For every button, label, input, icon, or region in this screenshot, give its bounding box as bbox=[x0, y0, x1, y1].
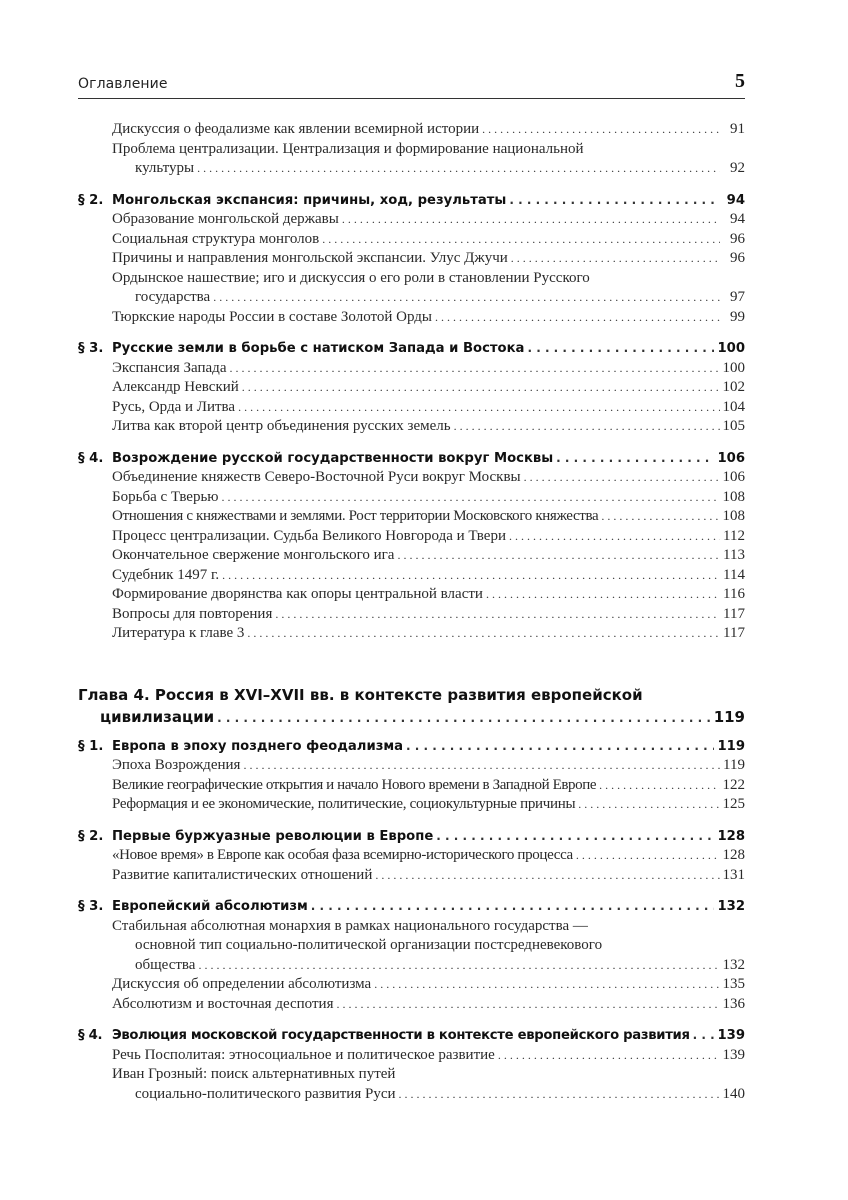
toc-entry[interactable] bbox=[78, 866, 745, 886]
section-number: § 2. bbox=[78, 828, 104, 844]
toc-entry[interactable] bbox=[78, 1085, 745, 1105]
section-number: § 4. bbox=[78, 450, 104, 466]
dot-leader bbox=[229, 359, 719, 379]
toc-entry[interactable] bbox=[78, 605, 745, 625]
toc-entry-title: Причины и направления монгольской экспансии. Улус Джучи bbox=[112, 250, 508, 266]
toc-entry-page: 105 bbox=[722, 418, 745, 434]
toc-entry-page: 102 bbox=[722, 379, 745, 395]
toc-entry-title-cont: социально-политического развития Руси bbox=[135, 1085, 396, 1102]
toc-entry[interactable] bbox=[78, 210, 745, 230]
dot-leader bbox=[342, 210, 720, 230]
toc-entry-page: 104 bbox=[722, 398, 745, 415]
toc-entry-title: Дискуссия о феодализме как явлении всемирной истории bbox=[112, 121, 480, 137]
toc-entry-page: 106 bbox=[722, 469, 745, 485]
toc-entry[interactable] bbox=[78, 288, 745, 308]
dot-leader bbox=[435, 308, 720, 328]
toc-entry-title: Экспансия Запада bbox=[112, 359, 227, 376]
toc-entry-title: Дискуссия об определении абсолютизма bbox=[112, 976, 372, 992]
toc-entry-page: 96 bbox=[730, 230, 745, 247]
toc-entry-page: 108 bbox=[722, 508, 745, 524]
dot-leader bbox=[375, 866, 719, 886]
toc-entry-title: Процесс централизации. Судьба Великого Новгорода и Твери bbox=[112, 527, 506, 544]
toc-entry-page: 131 bbox=[722, 866, 745, 883]
toc-entry-line1[interactable] bbox=[78, 1065, 745, 1085]
toc-section[interactable] bbox=[78, 897, 745, 917]
dot-leader bbox=[576, 846, 720, 866]
toc-entry[interactable] bbox=[78, 507, 745, 527]
section-number: § 1. bbox=[78, 738, 104, 754]
dot-leader bbox=[242, 378, 720, 398]
toc-entry[interactable] bbox=[78, 120, 745, 140]
section-title: Русские земли в борьбе с натиском Запада и Востока bbox=[112, 341, 525, 356]
toc-entry-title: Ордынское нашествие; иго и дискуссия о его роли в становлении Русского bbox=[112, 269, 590, 286]
section-title: Европейский абсолютизм bbox=[112, 899, 308, 914]
toc-entry-title: Иван Грозный: поиск альтернативных путей bbox=[112, 1066, 396, 1082]
toc-entry[interactable] bbox=[78, 527, 745, 547]
toc-entry[interactable] bbox=[78, 776, 745, 796]
toc-entry-page: 114 bbox=[723, 566, 745, 583]
dot-leader bbox=[406, 737, 714, 757]
toc-entry[interactable] bbox=[78, 624, 745, 644]
dot-leader bbox=[222, 488, 720, 508]
chapter-page: 119 bbox=[713, 707, 745, 726]
section-number: § 3. bbox=[78, 899, 104, 914]
toc-entry[interactable] bbox=[78, 1046, 745, 1066]
toc-entry[interactable] bbox=[78, 159, 745, 179]
dot-leader bbox=[374, 975, 719, 995]
dot-leader bbox=[454, 417, 720, 437]
dot-leader bbox=[217, 707, 711, 729]
toc-entry-title: Вопросы для повторения bbox=[112, 605, 273, 622]
toc-entry-title: Русь, Орда и Литва bbox=[112, 398, 236, 415]
table-of-contents bbox=[78, 120, 745, 1104]
toc-entry-title: Тюркские народы России в составе Золотой Орды bbox=[112, 308, 432, 325]
chapter-entry[interactable] bbox=[78, 706, 745, 729]
toc-entry-page: 128 bbox=[722, 847, 745, 863]
section-title: Монгольская экспансия: причины, ход, результаты bbox=[112, 192, 507, 208]
dot-leader bbox=[601, 507, 719, 527]
toc-entry-title: Объединение княжеств Северо-Восточной Руси вокруг Москвы bbox=[112, 469, 521, 485]
toc-section[interactable] bbox=[78, 449, 745, 469]
toc-entry-line1[interactable] bbox=[78, 140, 745, 160]
toc-entry[interactable] bbox=[78, 756, 745, 776]
toc-section[interactable] bbox=[78, 191, 745, 211]
toc-section[interactable] bbox=[78, 1026, 745, 1046]
toc-entry-page: 122 bbox=[722, 776, 745, 793]
section-title: Эволюция московской государственности в контексте европейского развития bbox=[112, 1028, 690, 1043]
toc-entry[interactable] bbox=[78, 398, 745, 418]
toc-entry-line1[interactable] bbox=[78, 917, 745, 937]
toc-entry-page: 91 bbox=[730, 121, 745, 137]
toc-entry[interactable] bbox=[78, 417, 745, 437]
section-title: Европа в эпоху позднего феодализма bbox=[112, 738, 404, 754]
toc-entry-title: Литва как второй центр объединения русских земель bbox=[112, 418, 451, 434]
toc-entry[interactable] bbox=[78, 308, 745, 328]
toc-entry-page: 108 bbox=[722, 488, 745, 505]
toc-entry-title: Эпоха Возрождения bbox=[112, 757, 241, 773]
dot-leader bbox=[198, 956, 719, 976]
toc-entry-page: 99 bbox=[730, 308, 745, 325]
toc-entry[interactable] bbox=[78, 546, 745, 566]
section-page: 128 bbox=[717, 828, 745, 844]
toc-entry-title: Александр Невский bbox=[112, 379, 239, 395]
dot-leader bbox=[336, 995, 719, 1015]
toc-entry-title: Стабильная абсолютная монархия в рамках национального государства — bbox=[112, 917, 588, 934]
dot-leader bbox=[436, 827, 714, 847]
dot-leader bbox=[509, 527, 720, 547]
toc-entry-page: 96 bbox=[730, 250, 745, 266]
toc-entry-title: «Новое время» в Европе как особая фаза всемирно-исторического процесса bbox=[112, 847, 573, 863]
running-header bbox=[78, 72, 745, 99]
section-page: 100 bbox=[717, 341, 745, 356]
toc-entry-title: Окончательное свержение монгольского ига bbox=[112, 547, 395, 563]
dot-leader bbox=[222, 566, 720, 586]
toc-entry-page: 132 bbox=[722, 956, 745, 973]
toc-entry-title-cont: государства bbox=[135, 289, 211, 305]
header-title: Оглавление bbox=[78, 76, 168, 92]
dot-leader bbox=[247, 624, 720, 644]
toc-entry-page: 97 bbox=[730, 289, 745, 305]
toc-entry-title: Литература к главе 3 bbox=[112, 625, 245, 641]
toc-entry[interactable] bbox=[78, 468, 745, 488]
toc-entry[interactable] bbox=[78, 795, 745, 815]
toc-entry-line2[interactable] bbox=[78, 936, 745, 956]
toc-entry-title: Развитие капиталистических отношений bbox=[112, 866, 373, 883]
toc-entry-title: Борьба с Тверью bbox=[112, 488, 219, 505]
section-title: Первые буржуазные революции в Европе bbox=[112, 828, 434, 844]
section-number: § 4. bbox=[78, 1028, 103, 1043]
section-number: § 3. bbox=[78, 341, 104, 356]
section-title: Возрождение русской государственности вокруг Москвы bbox=[112, 450, 554, 466]
section-page: 139 bbox=[717, 1028, 745, 1043]
toc-entry-page: 92 bbox=[730, 160, 745, 176]
dot-leader bbox=[482, 120, 720, 140]
toc-entry[interactable] bbox=[78, 488, 745, 508]
chapter-title: Глава 4. Россия в XVI–XVII вв. в контексте развития европейской bbox=[78, 685, 643, 704]
page-number: 5 bbox=[735, 70, 745, 92]
dot-leader bbox=[243, 756, 720, 776]
toc-entry-title: Отношения с княжествами и землями. Рост территории Московского княжества bbox=[112, 508, 599, 524]
toc-entry[interactable] bbox=[78, 995, 745, 1015]
toc-entry-page: 139 bbox=[722, 1046, 745, 1063]
toc-entry[interactable] bbox=[78, 956, 745, 976]
toc-entry[interactable] bbox=[78, 230, 745, 250]
section-number: § 2. bbox=[78, 192, 104, 208]
toc-entry[interactable] bbox=[78, 585, 745, 605]
toc-entry[interactable] bbox=[78, 249, 745, 269]
dot-leader bbox=[578, 795, 719, 815]
dot-leader bbox=[527, 339, 714, 359]
toc-entry-page: 125 bbox=[722, 796, 745, 812]
toc-entry-title: Проблема централизации. Централизация и формирование национальной bbox=[112, 140, 584, 157]
toc-entry[interactable] bbox=[78, 359, 745, 379]
chapter-title-line1[interactable] bbox=[78, 684, 745, 706]
toc-entry-page: 117 bbox=[723, 625, 745, 641]
dot-leader bbox=[399, 1085, 720, 1105]
toc-entry[interactable] bbox=[78, 378, 745, 398]
toc-entry-title: Судебник 1497 г. bbox=[112, 566, 220, 583]
toc-entry-page: 140 bbox=[722, 1085, 745, 1102]
toc-entry-page: 94 bbox=[730, 211, 745, 227]
dot-leader bbox=[509, 191, 720, 211]
dot-leader bbox=[197, 159, 720, 179]
dot-leader bbox=[524, 468, 720, 488]
dot-leader bbox=[556, 449, 714, 469]
dot-leader bbox=[693, 1026, 715, 1046]
toc-entry-line1[interactable] bbox=[78, 269, 745, 289]
dot-leader bbox=[486, 585, 720, 605]
toc-entry-title-cont: культуры bbox=[135, 160, 195, 176]
dot-leader bbox=[498, 1046, 720, 1066]
toc-entry-page: 119 bbox=[723, 757, 745, 773]
toc-entry-page: 112 bbox=[723, 527, 745, 544]
toc-entry-page: 116 bbox=[723, 586, 745, 602]
toc-entry-title-cont: общества bbox=[135, 956, 196, 973]
section-page: 94 bbox=[726, 192, 745, 208]
toc-entry-page: 113 bbox=[723, 547, 745, 563]
section-page: 132 bbox=[717, 899, 745, 914]
toc-entry[interactable] bbox=[78, 566, 745, 586]
section-page: 119 bbox=[717, 738, 745, 754]
toc-section[interactable] bbox=[78, 827, 745, 847]
toc-section[interactable] bbox=[78, 339, 745, 359]
toc-entry-title: Формирование дворянства как опоры центральной власти bbox=[112, 586, 483, 602]
dot-leader bbox=[599, 776, 719, 796]
dot-leader bbox=[213, 288, 720, 308]
toc-entry-title: Абсолютизм и восточная деспотия bbox=[112, 995, 334, 1012]
toc-entry[interactable] bbox=[78, 975, 745, 995]
dot-leader bbox=[397, 546, 720, 566]
toc-entry-title: Социальная структура монголов bbox=[112, 230, 320, 247]
toc-entry-title: Образование монгольской державы bbox=[112, 211, 339, 227]
toc-entry-title: Реформация и ее экономические, политические, социокультурные причины bbox=[112, 796, 576, 812]
toc-section[interactable] bbox=[78, 737, 745, 757]
dot-leader bbox=[511, 249, 720, 269]
dot-leader bbox=[238, 398, 719, 418]
toc-entry-title: Великие географические открытия и начало Нового времени в Западной Европе bbox=[112, 776, 597, 793]
section-page: 106 bbox=[717, 450, 745, 466]
toc-entry-title: Речь Посполитая: этносоциальное и политическое развитие bbox=[112, 1046, 495, 1063]
toc-entry-page: 136 bbox=[722, 995, 745, 1012]
toc-entry[interactable] bbox=[78, 846, 745, 866]
toc-entry-title-cont: основной тип социально-политической организации постсредневекового bbox=[135, 937, 603, 953]
dot-leader bbox=[311, 897, 715, 917]
toc-entry-page: 135 bbox=[722, 976, 745, 992]
toc-entry-page: 117 bbox=[723, 605, 745, 622]
dot-leader bbox=[275, 605, 720, 625]
toc-entry-page: 100 bbox=[722, 359, 745, 376]
dot-leader bbox=[322, 230, 720, 250]
chapter-title-cont: цивилизации bbox=[100, 707, 215, 726]
chapter-spacer bbox=[78, 644, 745, 684]
